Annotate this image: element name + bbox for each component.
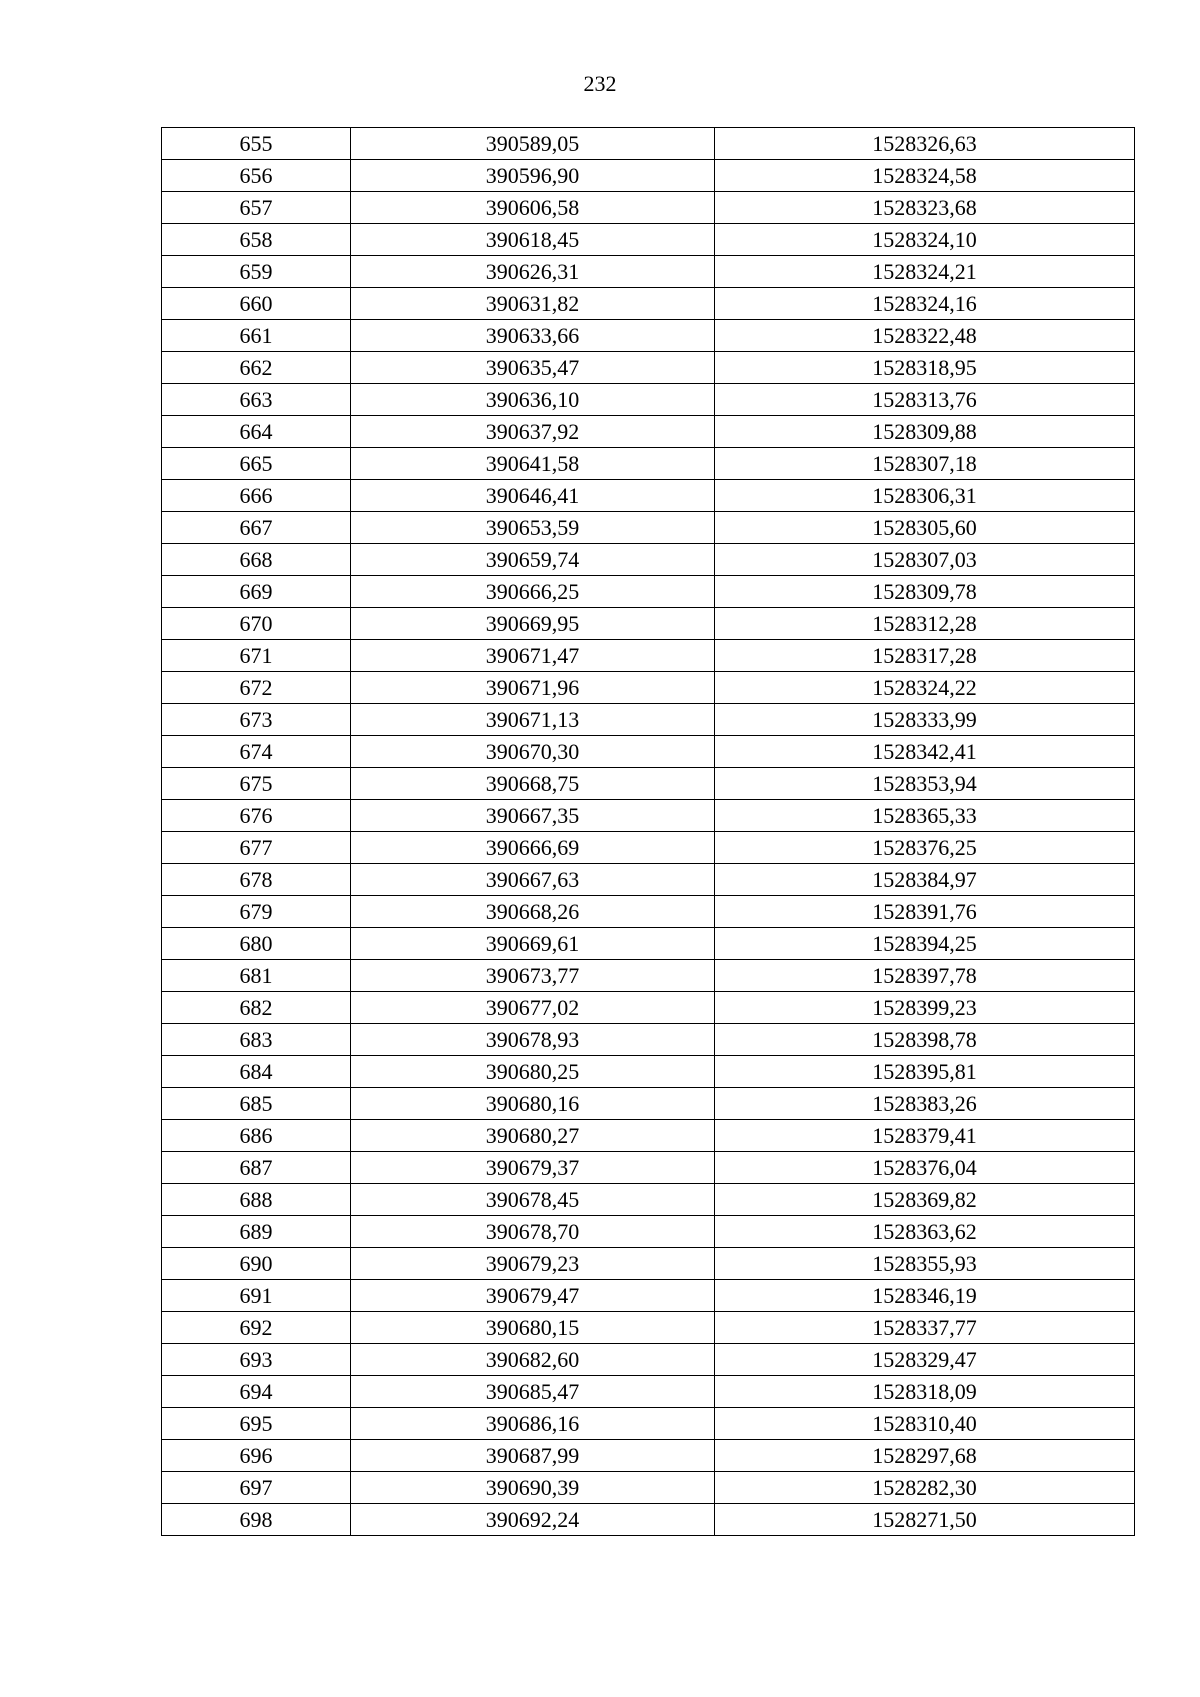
point-number-cell: 692 [162, 1312, 351, 1344]
point-number-cell: 675 [162, 768, 351, 800]
y-coordinate-cell: 1528317,28 [715, 640, 1135, 672]
y-coordinate-cell: 1528398,78 [715, 1024, 1135, 1056]
table-row [162, 1088, 1135, 1120]
y-coordinate-cell: 1528309,78 [715, 576, 1135, 608]
table-row [162, 192, 1135, 224]
y-coordinate-cell: 1528342,41 [715, 736, 1135, 768]
x-coordinate-cell: 390671,96 [351, 672, 715, 704]
point-number-cell: 661 [162, 320, 351, 352]
point-number-cell: 662 [162, 352, 351, 384]
x-coordinate-cell: 390692,24 [351, 1504, 715, 1536]
table-row [162, 448, 1135, 480]
x-coordinate-cell: 390680,25 [351, 1056, 715, 1088]
table-row [162, 384, 1135, 416]
x-coordinate-cell: 390596,90 [351, 160, 715, 192]
x-coordinate-cell: 390668,26 [351, 896, 715, 928]
table-row [162, 1152, 1135, 1184]
y-coordinate-cell: 1528337,77 [715, 1312, 1135, 1344]
point-number-cell: 668 [162, 544, 351, 576]
x-coordinate-cell: 390679,47 [351, 1280, 715, 1312]
point-number-cell: 669 [162, 576, 351, 608]
table-row [162, 256, 1135, 288]
table-row [162, 608, 1135, 640]
point-number-cell: 684 [162, 1056, 351, 1088]
point-number-cell: 693 [162, 1344, 351, 1376]
x-coordinate-cell: 390680,16 [351, 1088, 715, 1120]
y-coordinate-cell: 1528329,47 [715, 1344, 1135, 1376]
y-coordinate-cell: 1528305,60 [715, 512, 1135, 544]
y-coordinate-cell: 1528384,97 [715, 864, 1135, 896]
table-row [162, 832, 1135, 864]
point-number-cell: 670 [162, 608, 351, 640]
x-coordinate-cell: 390668,75 [351, 768, 715, 800]
x-coordinate-cell: 390669,95 [351, 608, 715, 640]
table-row [162, 704, 1135, 736]
page-number: 232 [583, 71, 617, 96]
point-number-cell: 658 [162, 224, 351, 256]
y-coordinate-cell: 1528309,88 [715, 416, 1135, 448]
x-coordinate-cell: 390678,93 [351, 1024, 715, 1056]
y-coordinate-cell: 1528397,78 [715, 960, 1135, 992]
y-coordinate-cell: 1528312,28 [715, 608, 1135, 640]
point-number-cell: 660 [162, 288, 351, 320]
table-row [162, 768, 1135, 800]
y-coordinate-cell: 1528355,93 [715, 1248, 1135, 1280]
point-number-cell: 686 [162, 1120, 351, 1152]
x-coordinate-cell: 390646,41 [351, 480, 715, 512]
x-coordinate-cell: 390666,25 [351, 576, 715, 608]
point-number-cell: 698 [162, 1504, 351, 1536]
x-coordinate-cell: 390653,59 [351, 512, 715, 544]
x-coordinate-cell: 390677,02 [351, 992, 715, 1024]
point-number-cell: 657 [162, 192, 351, 224]
x-coordinate-cell: 390633,66 [351, 320, 715, 352]
x-coordinate-cell: 390606,58 [351, 192, 715, 224]
x-coordinate-cell: 390678,70 [351, 1216, 715, 1248]
x-coordinate-cell: 390635,47 [351, 352, 715, 384]
y-coordinate-cell: 1528306,31 [715, 480, 1135, 512]
table-row [162, 1056, 1135, 1088]
y-coordinate-cell: 1528313,76 [715, 384, 1135, 416]
table-row [162, 1248, 1135, 1280]
y-coordinate-cell: 1528395,81 [715, 1056, 1135, 1088]
x-coordinate-cell: 390667,35 [351, 800, 715, 832]
point-number-cell: 689 [162, 1216, 351, 1248]
x-coordinate-cell: 390631,82 [351, 288, 715, 320]
x-coordinate-cell: 390636,10 [351, 384, 715, 416]
table-row [162, 672, 1135, 704]
x-coordinate-cell: 390680,27 [351, 1120, 715, 1152]
x-coordinate-cell: 390667,63 [351, 864, 715, 896]
y-coordinate-cell: 1528376,04 [715, 1152, 1135, 1184]
point-number-cell: 683 [162, 1024, 351, 1056]
point-number-cell: 694 [162, 1376, 351, 1408]
x-coordinate-cell: 390685,47 [351, 1376, 715, 1408]
x-coordinate-cell: 390666,69 [351, 832, 715, 864]
table-row [162, 288, 1135, 320]
point-number-cell: 663 [162, 384, 351, 416]
y-coordinate-cell: 1528324,16 [715, 288, 1135, 320]
y-coordinate-cell: 1528282,30 [715, 1472, 1135, 1504]
x-coordinate-cell: 390679,23 [351, 1248, 715, 1280]
y-coordinate-cell: 1528323,68 [715, 192, 1135, 224]
point-number-cell: 672 [162, 672, 351, 704]
point-number-cell: 682 [162, 992, 351, 1024]
table-row [162, 1440, 1135, 1472]
y-coordinate-cell: 1528376,25 [715, 832, 1135, 864]
point-number-cell: 671 [162, 640, 351, 672]
table-row [162, 1024, 1135, 1056]
table-row [162, 352, 1135, 384]
table-row [162, 576, 1135, 608]
point-number-cell: 680 [162, 928, 351, 960]
y-coordinate-cell: 1528326,63 [715, 128, 1135, 160]
table-row [162, 992, 1135, 1024]
x-coordinate-cell: 390690,39 [351, 1472, 715, 1504]
point-number-cell: 656 [162, 160, 351, 192]
y-coordinate-cell: 1528271,50 [715, 1504, 1135, 1536]
point-number-cell: 665 [162, 448, 351, 480]
table-row [162, 1408, 1135, 1440]
point-number-cell: 655 [162, 128, 351, 160]
y-coordinate-cell: 1528394,25 [715, 928, 1135, 960]
y-coordinate-cell: 1528324,10 [715, 224, 1135, 256]
y-coordinate-cell: 1528324,22 [715, 672, 1135, 704]
x-coordinate-cell: 390669,61 [351, 928, 715, 960]
table-row [162, 320, 1135, 352]
point-number-cell: 679 [162, 896, 351, 928]
x-coordinate-cell: 390618,45 [351, 224, 715, 256]
y-coordinate-cell: 1528310,40 [715, 1408, 1135, 1440]
table-row [162, 640, 1135, 672]
y-coordinate-cell: 1528365,33 [715, 800, 1135, 832]
table-row [162, 160, 1135, 192]
x-coordinate-cell: 390637,92 [351, 416, 715, 448]
y-coordinate-cell: 1528322,48 [715, 320, 1135, 352]
point-number-cell: 667 [162, 512, 351, 544]
point-number-cell: 687 [162, 1152, 351, 1184]
table-row [162, 1120, 1135, 1152]
table-row [162, 736, 1135, 768]
x-coordinate-cell: 390659,74 [351, 544, 715, 576]
point-number-cell: 688 [162, 1184, 351, 1216]
x-coordinate-cell: 390673,77 [351, 960, 715, 992]
table-row [162, 960, 1135, 992]
point-number-cell: 659 [162, 256, 351, 288]
y-coordinate-cell: 1528307,18 [715, 448, 1135, 480]
x-coordinate-cell: 390682,60 [351, 1344, 715, 1376]
y-coordinate-cell: 1528333,99 [715, 704, 1135, 736]
y-coordinate-cell: 1528399,23 [715, 992, 1135, 1024]
table-row [162, 1376, 1135, 1408]
point-number-cell: 677 [162, 832, 351, 864]
x-coordinate-cell: 390671,47 [351, 640, 715, 672]
point-number-cell: 696 [162, 1440, 351, 1472]
y-coordinate-cell: 1528297,68 [715, 1440, 1135, 1472]
x-coordinate-cell: 390670,30 [351, 736, 715, 768]
x-coordinate-cell: 390680,15 [351, 1312, 715, 1344]
table-row [162, 1184, 1135, 1216]
x-coordinate-cell: 390686,16 [351, 1408, 715, 1440]
y-coordinate-cell: 1528353,94 [715, 768, 1135, 800]
y-coordinate-cell: 1528379,41 [715, 1120, 1135, 1152]
coordinates-table-body [162, 128, 1135, 1536]
x-coordinate-cell: 390671,13 [351, 704, 715, 736]
table-row [162, 224, 1135, 256]
table-row [162, 544, 1135, 576]
x-coordinate-cell: 390626,31 [351, 256, 715, 288]
table-row [162, 128, 1135, 160]
point-number-cell: 666 [162, 480, 351, 512]
table-row [162, 1216, 1135, 1248]
x-coordinate-cell: 390687,99 [351, 1440, 715, 1472]
point-number-cell: 685 [162, 1088, 351, 1120]
table-row [162, 1344, 1135, 1376]
point-number-cell: 691 [162, 1280, 351, 1312]
y-coordinate-cell: 1528346,19 [715, 1280, 1135, 1312]
table-row [162, 480, 1135, 512]
table-row [162, 1504, 1135, 1536]
x-coordinate-cell: 390589,05 [351, 128, 715, 160]
table-row [162, 800, 1135, 832]
x-coordinate-cell: 390679,37 [351, 1152, 715, 1184]
point-number-cell: 673 [162, 704, 351, 736]
table-row [162, 1280, 1135, 1312]
y-coordinate-cell: 1528363,62 [715, 1216, 1135, 1248]
x-coordinate-cell: 390678,45 [351, 1184, 715, 1216]
point-number-cell: 695 [162, 1408, 351, 1440]
point-number-cell: 664 [162, 416, 351, 448]
point-number-cell: 678 [162, 864, 351, 896]
table-row [162, 864, 1135, 896]
y-coordinate-cell: 1528318,95 [715, 352, 1135, 384]
coordinates-table [161, 127, 1135, 1536]
y-coordinate-cell: 1528318,09 [715, 1376, 1135, 1408]
point-number-cell: 690 [162, 1248, 351, 1280]
table-row [162, 416, 1135, 448]
y-coordinate-cell: 1528324,58 [715, 160, 1135, 192]
table-row [162, 928, 1135, 960]
table-row [162, 896, 1135, 928]
y-coordinate-cell: 1528369,82 [715, 1184, 1135, 1216]
y-coordinate-cell: 1528307,03 [715, 544, 1135, 576]
point-number-cell: 697 [162, 1472, 351, 1504]
point-number-cell: 681 [162, 960, 351, 992]
table-row [162, 512, 1135, 544]
point-number-cell: 674 [162, 736, 351, 768]
table-row [162, 1312, 1135, 1344]
point-number-cell: 676 [162, 800, 351, 832]
y-coordinate-cell: 1528383,26 [715, 1088, 1135, 1120]
y-coordinate-cell: 1528324,21 [715, 256, 1135, 288]
x-coordinate-cell: 390641,58 [351, 448, 715, 480]
table-row [162, 1472, 1135, 1504]
y-coordinate-cell: 1528391,76 [715, 896, 1135, 928]
